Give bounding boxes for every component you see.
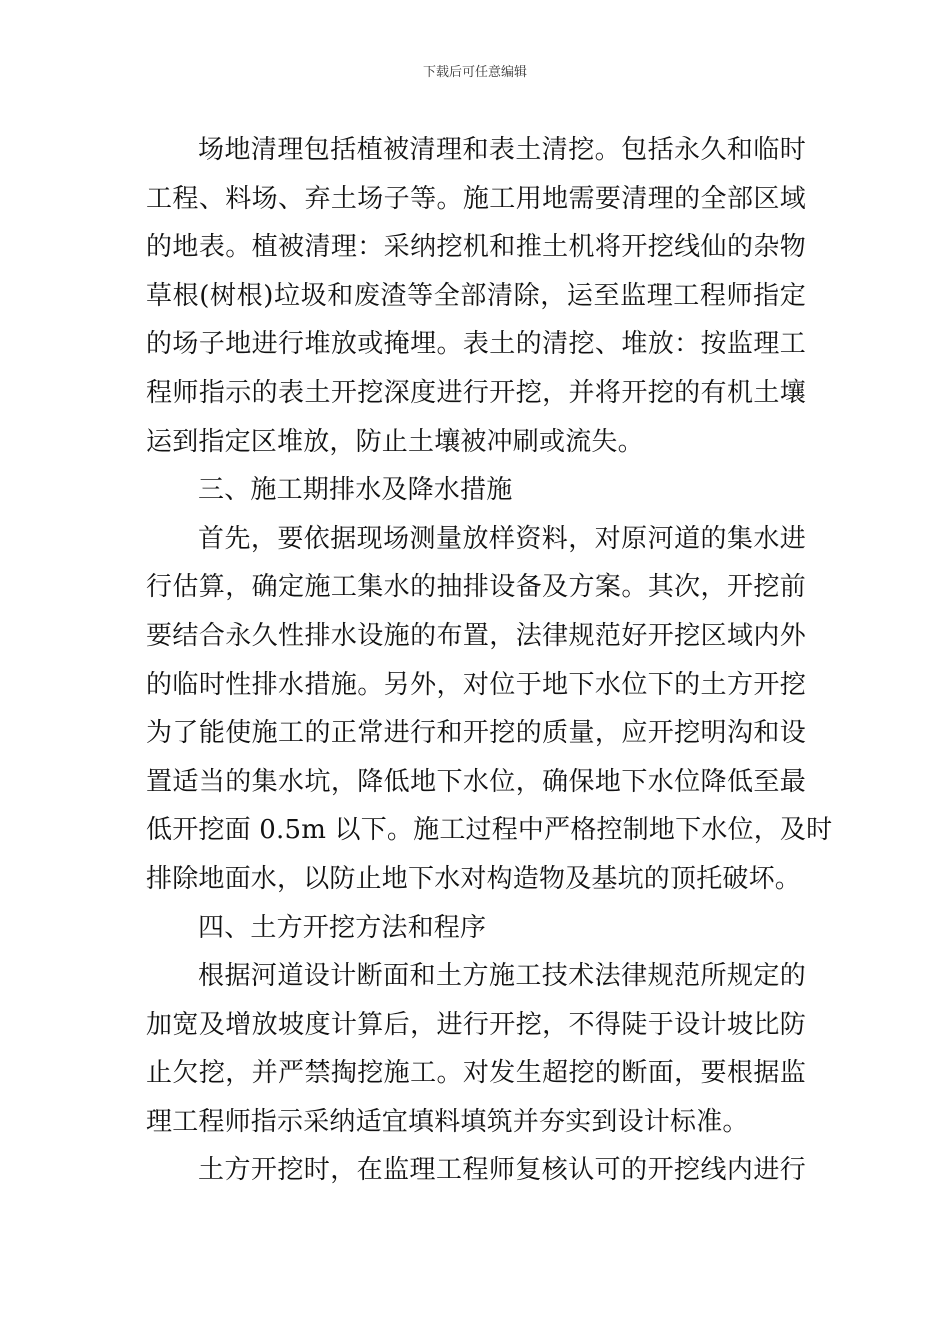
text-line: 四、土方开挖方法和程序: [198, 912, 487, 943]
text-line: 低开挖面 0.5m 以下。施工过程中严格控制地下水位，及时: [146, 815, 833, 846]
text-line: 的场子地进行堆放或掩埋。表土的清挖、堆放：按监理工: [146, 329, 806, 360]
text-line: 行估算，确定施工集水的抽排设备及方案。其次，开挖前: [146, 572, 806, 603]
text-line: 理工程师指示采纳适宜填料填筑并夯实到设计标准。: [146, 1106, 749, 1137]
text-line: 场地清理包括植被清理和表土清挖。包括永久和临时: [198, 135, 806, 165]
text-line: 的临时性排水措施。另外，对位于地下水位下的土方开挖: [146, 669, 806, 700]
text-line: 加宽及增放坡度计算后，进行开挖，不得陡于设计坡比防: [146, 1009, 806, 1040]
text-line: 的地表。植被清理：采纳挖机和推土机将开挖线仙的杂物: [146, 232, 806, 263]
text-line: 草根(树根)垃圾和废渣等全部清除，运至监理工程师指定: [146, 280, 806, 311]
text-line: 排除地面水，以防止地下水对构造物及基坑的顶托破坏。: [146, 863, 802, 894]
page-header-note: 下载后可任意编辑: [422, 65, 527, 80]
text-line: 要结合永久性排水设施的布置，法律规范好开挖区域内外: [146, 620, 806, 651]
text-line: 程师指示的表土开挖深度进行开挖，并将开挖的有机土壤: [146, 377, 806, 408]
document-body: [146, 126, 833, 1195]
text-line: 首先，要依据现场测量放样资料，对原河道的集水进: [198, 523, 806, 554]
text-line: 置适当的集水坑，降低地下水位，确保地下水位降低至最: [146, 766, 806, 797]
text-line: 三、施工期排水及降水措施: [198, 475, 513, 506]
text-line: 止欠挖，并严禁掏挖施工。对发生超挖的断面，要根据监: [146, 1058, 806, 1089]
text-line: 工程、料场、弃土场子等。施工用地需要清理的全部区域: [146, 183, 806, 214]
text-line: 为了能使施工的正常进行和开挖的质量，应开挖明沟和设: [146, 718, 806, 749]
text-line: 土方开挖时，在监理工程师复核认可的开挖线内进行: [198, 1155, 806, 1186]
text-line: 运到指定区堆放，防止土壤被冲刷或流失。: [146, 426, 644, 457]
text-line: 根据河道设计断面和土方施工技术法律规范所规定的: [198, 961, 806, 992]
